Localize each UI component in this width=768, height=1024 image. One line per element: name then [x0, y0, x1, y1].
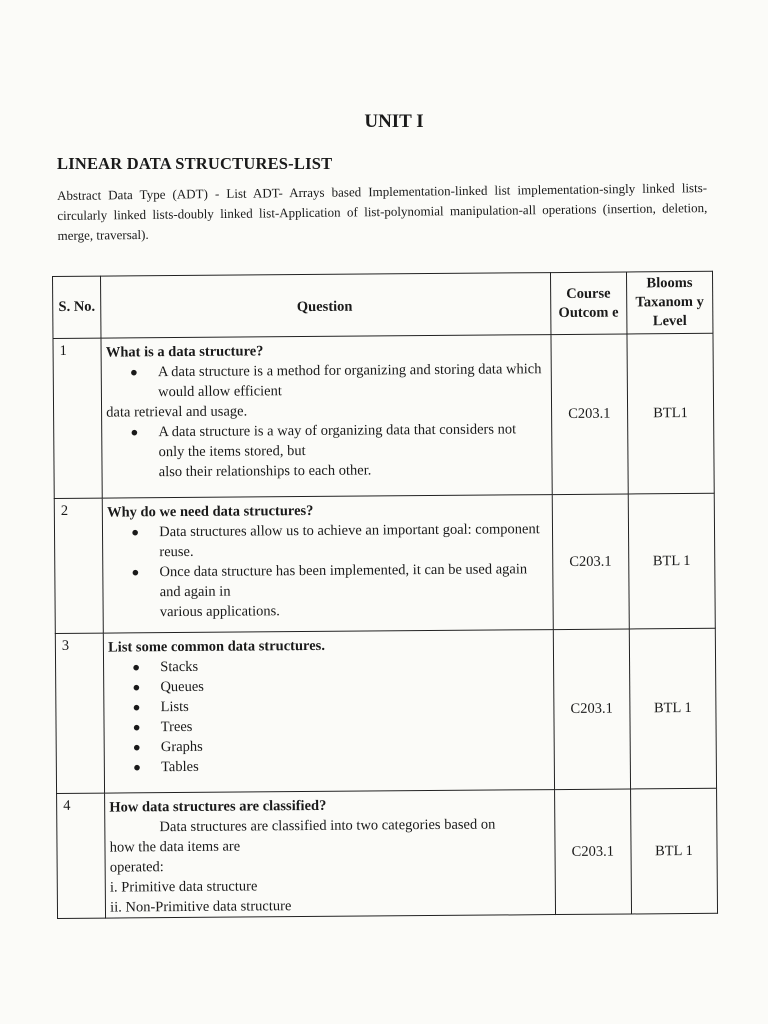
row-sno: 2: [54, 498, 103, 633]
list-item: ● Tables: [109, 754, 548, 777]
question-heading: Why do we need data structures?: [106, 502, 314, 521]
answer-text: ii. Non-Primitive data structure: [110, 898, 292, 916]
list-item: ● Queues: [108, 674, 547, 697]
answer-text: how the data items are: [109, 838, 241, 856]
bullet-icon: ●: [132, 679, 141, 695]
table-row: [54, 493, 715, 633]
list-item: ● Stacks: [108, 654, 547, 677]
row-course-outcome: C203.1: [551, 334, 628, 495]
list-item: ● Lists: [109, 694, 548, 717]
row-question-cell: [101, 335, 552, 499]
list-item: ● A data structure is a method for organizing and storing data which would allow efficient: [106, 359, 545, 402]
row-sno: 4: [57, 793, 106, 918]
row-course-outcome: C203.1: [553, 629, 630, 790]
row-blooms-level: BTL 1: [628, 493, 715, 629]
row-course-outcome: C203.1: [554, 789, 631, 915]
question-table: [52, 271, 718, 919]
row-question-cell: [103, 630, 554, 794]
header-course-outcome: Course Outcom e: [550, 272, 627, 335]
bullet-icon: ●: [129, 364, 138, 380]
answer-text: data retrieval and usage.: [106, 403, 248, 421]
bullet-icon: ●: [132, 739, 141, 755]
header-question: Question: [101, 273, 551, 339]
answer-text: operated:: [109, 859, 164, 876]
question-heading: How data structures are classified?: [109, 797, 327, 816]
header-sno: S. No.: [53, 276, 102, 338]
list-item: ● Once data structure has been implemented, it can be used again and again in: [107, 559, 546, 602]
question-heading: What is a data structure?: [105, 343, 264, 361]
bullet-icon: ●: [132, 699, 141, 715]
intro-paragraph: Abstract Data Type (ADT) - List ADT- Arrays based Implementation-linked list implementation-singly linked lists-circularly linked lists-doubly linked list-Application of list-polynomial manipulation-all operations (insertion, deletion, merge, traversal).: [57, 180, 708, 243]
unit-title: UNIT I: [364, 111, 424, 132]
list-item: ● Trees: [109, 714, 548, 737]
answer-text: i. Primitive data structure: [109, 878, 258, 896]
bullet-icon: ●: [132, 659, 141, 675]
table-row: [55, 628, 716, 793]
table-row: [57, 788, 718, 918]
table-header-row: [53, 271, 713, 338]
answer-text: Data structures are classified into two categories based on: [159, 816, 496, 836]
table-row: [53, 333, 714, 498]
answer-text: also their relationships to each other.: [158, 462, 372, 481]
list-item: ● Data structures allow us to achieve an important goal: component reuse.: [107, 519, 546, 562]
bullet-icon: ●: [130, 424, 139, 440]
row-sno: 3: [55, 633, 104, 793]
bullet-icon: ●: [132, 719, 141, 735]
row-course-outcome: C203.1: [552, 494, 629, 630]
row-blooms-level: BTL 1: [629, 628, 716, 789]
list-item: ● Graphs: [109, 734, 548, 757]
question-table-container: [52, 271, 718, 935]
list-item: ● A data structure is a way of organizing data that considers not only the items stored, but: [106, 419, 545, 462]
bullet-icon: ●: [131, 524, 140, 540]
row-blooms-level: BTL 1: [630, 788, 717, 914]
answer-text: various applications.: [159, 603, 280, 621]
row-blooms-level: BTL1: [627, 333, 714, 494]
row-question-cell: [102, 495, 552, 634]
row-sno: 1: [53, 338, 102, 498]
header-blooms-level: Blooms Taxanom y Level: [626, 271, 713, 334]
row-question-cell: [105, 790, 555, 919]
bullet-icon: ●: [131, 564, 140, 580]
question-heading: List some common data structures.: [108, 637, 325, 656]
section-title: LINEAR DATA STRUCTURES-LIST: [57, 154, 333, 173]
bullet-icon: ●: [132, 759, 141, 775]
